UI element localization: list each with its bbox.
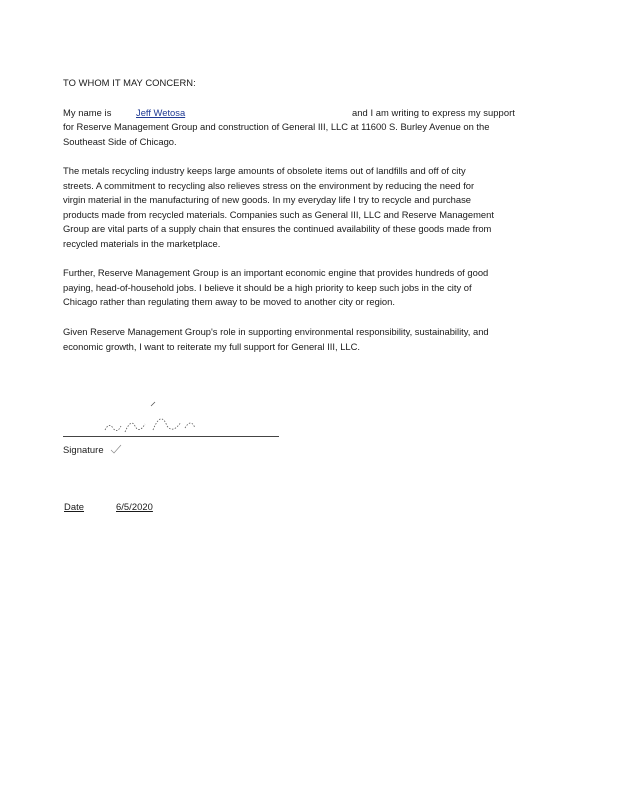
intro-paragraph: [63, 120, 533, 149]
handwritten-signature: [95, 400, 225, 440]
intro-prefix: My name is: [63, 107, 112, 118]
paragraph-line: Given Reserve Management Group's role in supporting environmental responsibility, sustainability, and: [63, 326, 489, 337]
salutation: TO WHOM IT MAY CONCERN:: [63, 77, 196, 88]
paragraph-line: paying, head-of-household jobs. I believe it should be a high priority to keep such jobs in the city of: [63, 281, 472, 293]
intro-line: Southeast Side of Chicago.: [63, 135, 177, 147]
check-mark-icon: [110, 444, 122, 454]
paragraph-line: recycled materials in the marketplace.: [63, 237, 221, 249]
paragraph-support: [63, 325, 533, 354]
date-value: 6/5/2020: [116, 501, 153, 512]
paragraph-recycling: [63, 164, 533, 252]
date-label: Date: [64, 501, 85, 512]
paragraph-jobs: [63, 266, 533, 310]
signature-label: Signature: [63, 444, 104, 455]
paragraph-line: Further, Reserve Management Group is an important economic engine that provides hundreds of good: [63, 267, 489, 278]
paragraph-line: economic growth, I want to reiterate my full support for General III, LLC.: [63, 340, 361, 352]
writer-name: Jeff Wetosa: [136, 107, 186, 118]
paragraph-line: products made from recycled materials. Companies such as General III, LLC and Reserve Management: [63, 208, 494, 220]
paragraph-line: streets. A commitment to recycling also relieves stress on the environment by reducing the need for: [63, 179, 475, 191]
intro-line: for Reserve Management Group and construction of General III, LLC at 11600 S. Burley Avenue on the: [63, 121, 490, 132]
paragraph-line: The metals recycling industry keeps large amounts of obsolete items out of landfills and off of city: [63, 165, 466, 176]
intro-suffix: and I am writing to express my support: [352, 107, 515, 118]
paragraph-line: Chicago rather than regulating them away to be moved to another city or region.: [63, 296, 395, 308]
signature-line: [63, 436, 279, 437]
paragraph-line: virgin material in the manufacturing of new goods. In my everyday life I try to recycle and purchase: [63, 194, 472, 206]
paragraph-line: Group are vital parts of a supply chain that ensures the continued availability of these goods made from: [63, 223, 492, 235]
